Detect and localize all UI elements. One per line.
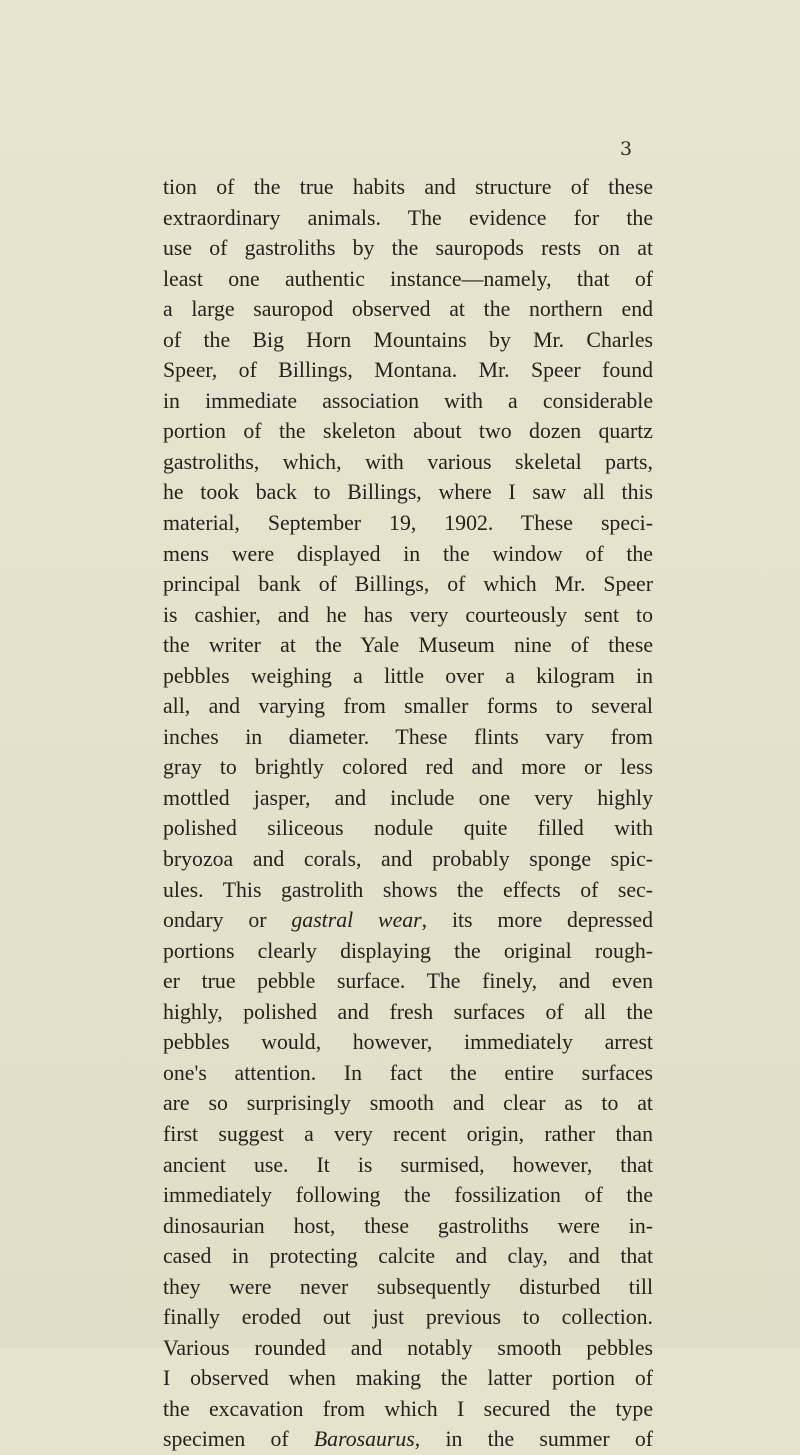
text-line: extraordinary animals. The evidence for the xyxy=(163,205,653,230)
body-text xyxy=(163,172,653,1455)
text-line: the excavation from which I secured the type xyxy=(163,1396,653,1421)
text-line: the writer at the Yale Museum nine of these xyxy=(163,633,653,658)
text-line: ules. This gastrolith shows the effects of sec- xyxy=(163,877,653,902)
italic-term: gastral wear xyxy=(291,908,422,933)
text-line: highly, polished and fresh surfaces of all the xyxy=(163,999,653,1024)
text-line: pebbles would, however, immediately arrest xyxy=(163,1030,653,1055)
page-number: 3 xyxy=(619,138,633,160)
text-line: is cashier, and he has very courteously sent to xyxy=(163,602,653,627)
text-line: a large sauropod observed at the northern end xyxy=(163,297,653,322)
text-line: Speer, of Billings, Montana. Mr. Speer found xyxy=(163,358,653,383)
text-line: mens were displayed in the window of the xyxy=(163,541,653,566)
text-line: first suggest a very recent origin, rather than xyxy=(163,1121,653,1146)
text-line: inches in diameter. These flints vary from xyxy=(163,724,653,749)
text-line: bryozoa and corals, and probably sponge spic- xyxy=(163,847,653,872)
text-line: least one authentic instance—namely, that of xyxy=(163,266,653,291)
text-line: dinosaurian host, these gastroliths were in- xyxy=(163,1213,653,1238)
text-line: ondary or gastral wear, its more depressed xyxy=(163,908,653,933)
text-line: polished siliceous nodule quite filled with xyxy=(163,816,653,841)
text-line: I observed when making the latter portion of xyxy=(163,1366,653,1391)
text-line: ancient use. It is surmised, however, that xyxy=(163,1152,653,1177)
text-line: mottled jasper, and include one very highly xyxy=(163,785,653,810)
text-line: are so surprisingly smooth and clear as to at xyxy=(163,1091,653,1116)
text-line: one's attention. In fact the entire surfaces xyxy=(163,1060,653,1085)
text-line: use of gastroliths by the sauropods rests on at xyxy=(163,236,653,261)
text-line: Various rounded and notably smooth pebbles xyxy=(163,1335,653,1360)
text-line: tion of the true habits and structure of these xyxy=(163,175,653,199)
text-line: principal bank of Billings, of which Mr. Speer xyxy=(163,572,653,597)
text-line: he took back to Billings, where I saw all this xyxy=(163,480,653,505)
text-line: they were never subsequently disturbed till xyxy=(163,1274,653,1299)
text-line: portions clearly displaying the original rough- xyxy=(163,938,653,963)
text-line: in immediate association with a considerable xyxy=(163,388,653,413)
text-line: immediately following the fossilization of the xyxy=(163,1183,653,1208)
text-line: portion of the skeleton about two dozen quartz xyxy=(163,419,653,444)
text-line: gray to brightly colored red and more or less xyxy=(163,755,653,780)
text-line: specimen of Barosaurus, in the summer of xyxy=(163,1427,653,1452)
italic-term: Barosaurus xyxy=(313,1427,415,1452)
text-line: finally eroded out just previous to collection. xyxy=(163,1305,653,1330)
text-line: gastroliths, which, with various skeletal parts, xyxy=(163,449,653,474)
text-line: all, and varying from smaller forms to several xyxy=(163,694,653,719)
text-line: of the Big Horn Mountains by Mr. Charles xyxy=(163,327,653,352)
text-line: cased in protecting calcite and clay, and that xyxy=(163,1244,653,1269)
text-line: pebbles weighing a little over a kilogram in xyxy=(163,663,653,688)
text-line: material, September 19, 1902. These speci- xyxy=(163,511,653,536)
text-line: er true pebble surface. The finely, and even xyxy=(163,969,653,994)
